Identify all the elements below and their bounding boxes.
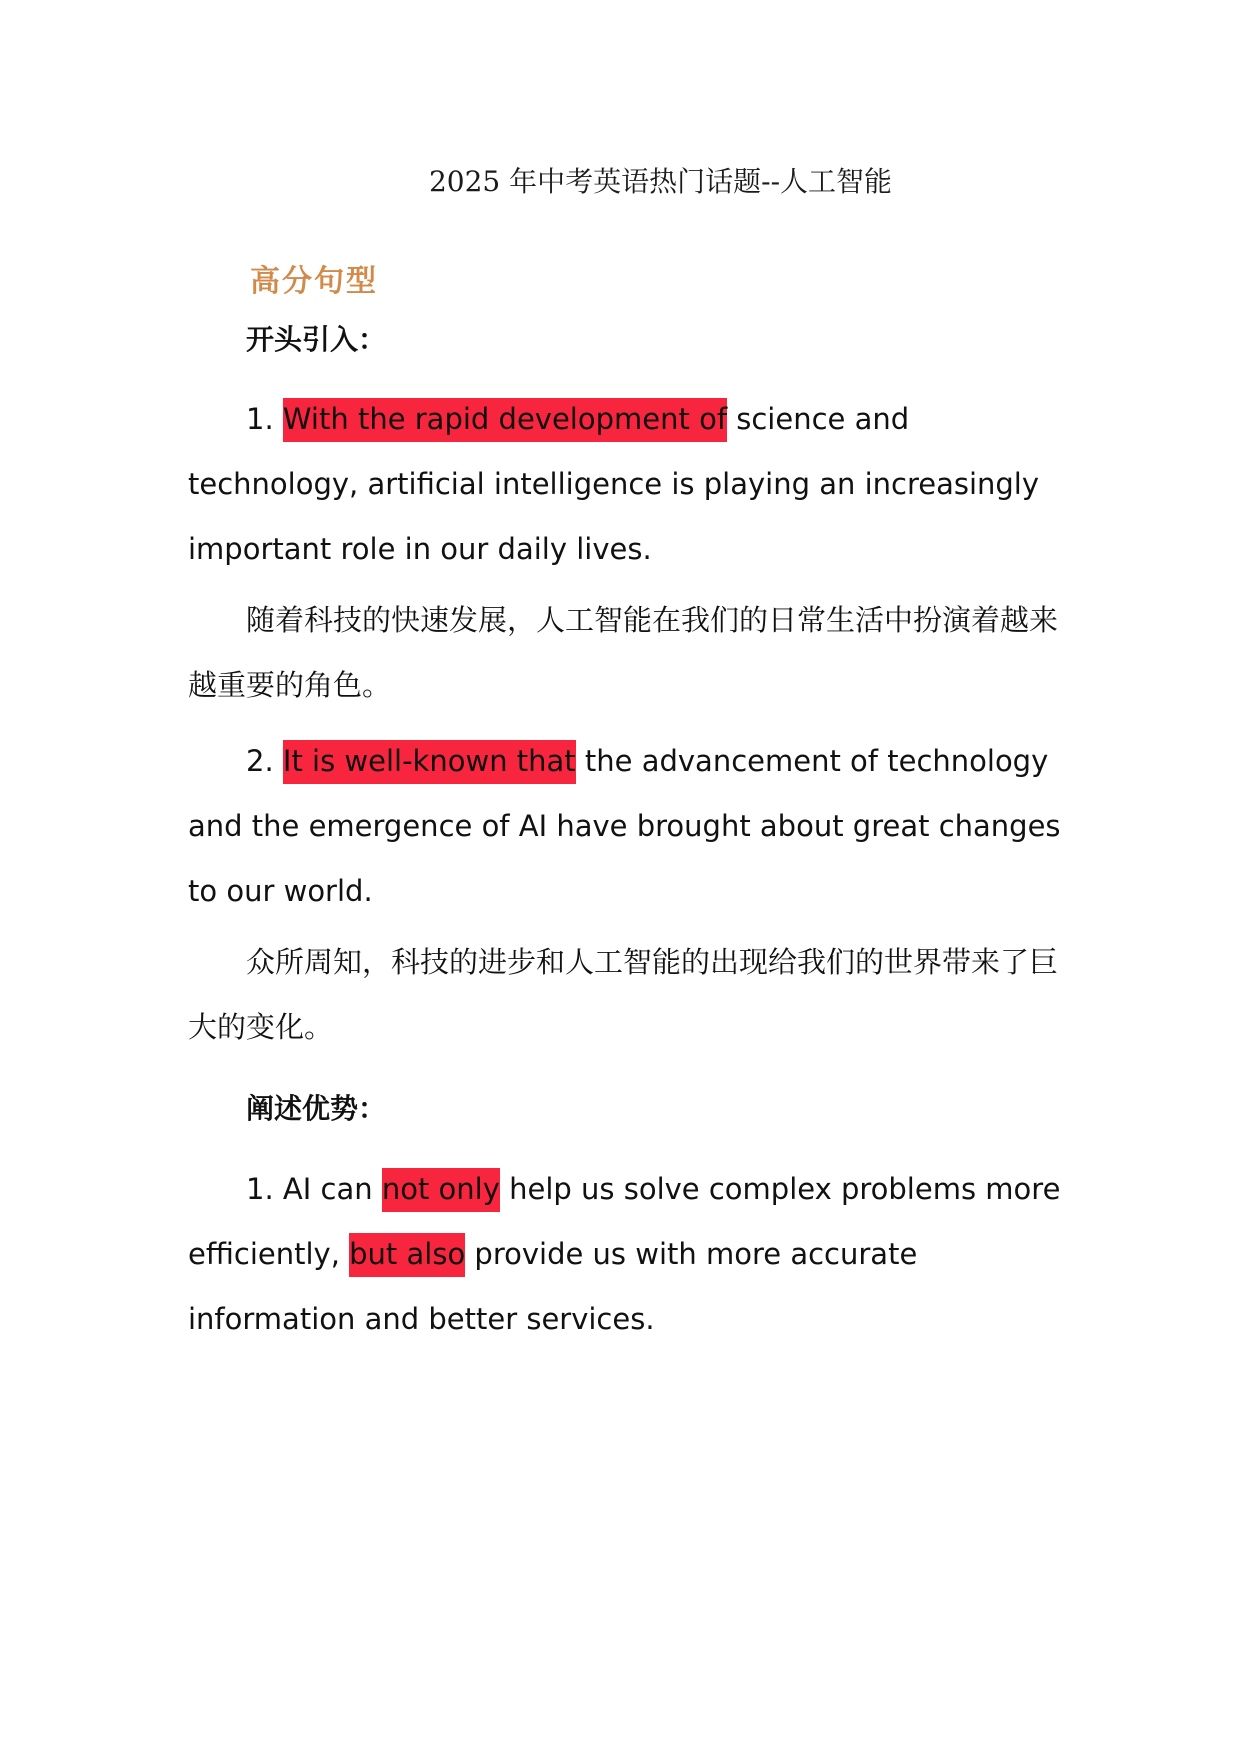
heading-advantages: 阐述优势： xyxy=(246,1092,387,1125)
opening-item-1 xyxy=(188,387,1068,582)
document-title: 2025 年中考英语热门话题--人工智能 xyxy=(428,165,893,198)
highlighted-phrase: not only xyxy=(382,1168,500,1212)
item-number: 2. xyxy=(246,744,283,778)
advantages-item-1 xyxy=(188,1157,1068,1352)
item-number: 1. xyxy=(246,402,283,436)
item-text: science and technology, artificial intelligence is playing an increasingly important role in our daily lives. xyxy=(188,402,1040,566)
section-tag: 高分句型 xyxy=(250,264,378,299)
item-text: AI can xyxy=(282,1172,382,1206)
opening-item-2 xyxy=(188,729,1068,924)
item-number: 1. xyxy=(246,1172,283,1206)
heading-opening: 开头引入： xyxy=(246,323,387,356)
opening-item-2-translation: 众所周知，科技的进步和人工智能的出现给我们的世界带来了巨大的变化。 xyxy=(188,945,1059,1044)
highlighted-phrase: It is well-known that xyxy=(283,740,576,784)
opening-item-1-translation: 随着科技的快速发展，人工智能在我们的日常生活中扮演着越来越重要的角色。 xyxy=(188,603,1059,702)
item-text: help us solve complex problems more efficiently, xyxy=(188,1172,1061,1271)
highlighted-phrase: With the rapid development of xyxy=(283,398,727,442)
highlighted-phrase: but also xyxy=(349,1233,465,1277)
item-text: provide us with more accurate information and better services. xyxy=(188,1237,918,1336)
item-text: the advancement of technology and the emergence of AI have brought about great changes to our world. xyxy=(188,744,1061,908)
